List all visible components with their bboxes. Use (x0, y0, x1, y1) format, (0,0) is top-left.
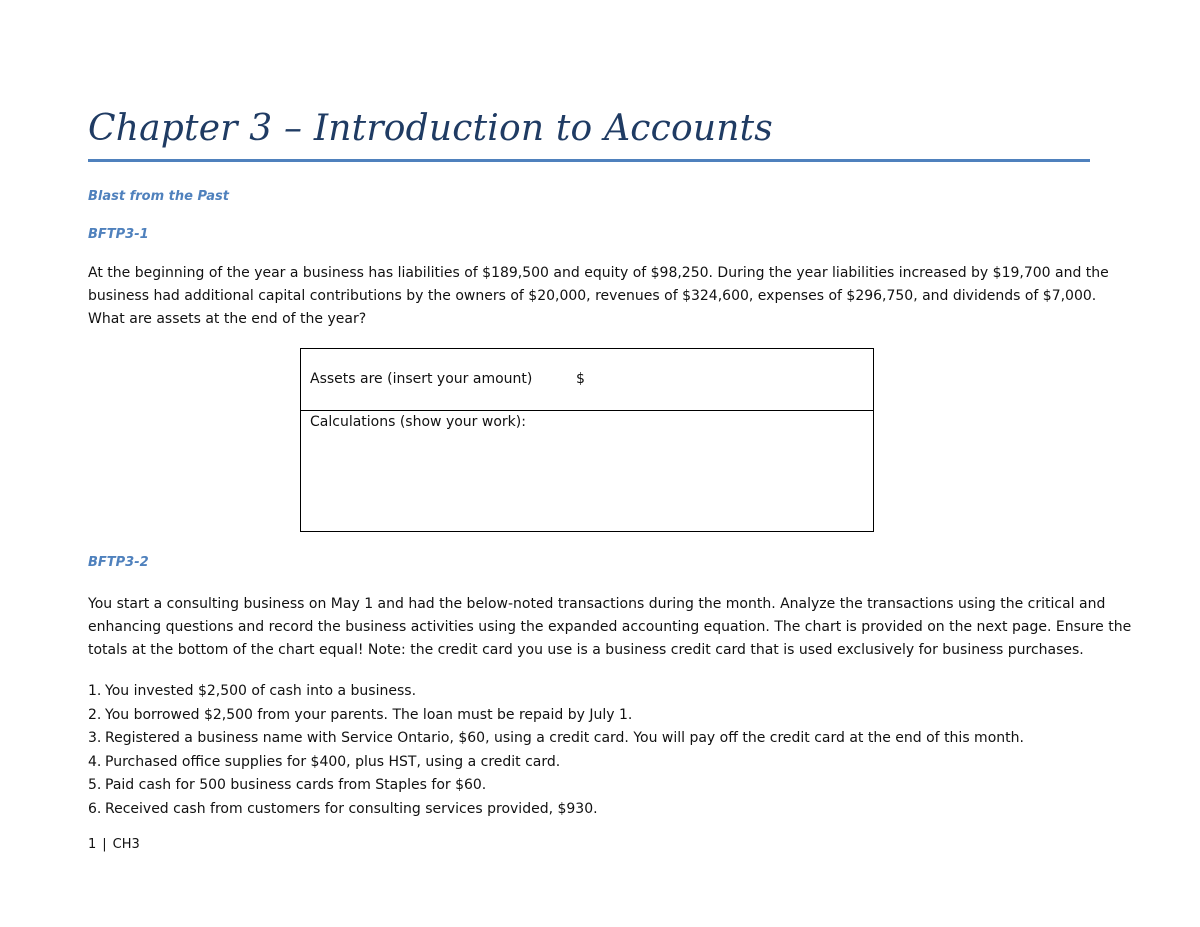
footer-separator: | (102, 837, 107, 852)
chapter-code: CH3 (112, 837, 140, 852)
list-item-text: Paid cash for 500 business cards from Staples for $60. (105, 777, 487, 794)
problem2-line: totals at the bottom of the chart equal! Note: the credit card you use is a business credit card that is used exclusively for business purchases. (88, 642, 1084, 658)
list-item-number: 6. (88, 800, 102, 817)
list-item (88, 727, 1024, 751)
list-item (88, 774, 1024, 798)
list-item (88, 798, 1024, 822)
problem1-text (88, 262, 1109, 331)
list-item (88, 704, 1024, 728)
assets-answer-label: Assets are (insert your amount) (310, 371, 533, 387)
problem2-line: You start a consulting business on May 1 and had the below-noted transactions during the month. Analyze the transactions using the critical and (88, 596, 1106, 612)
list-item (88, 751, 1024, 775)
page-footer (88, 837, 140, 852)
list-item-text: Received cash from customers for consulting services provided, $930. (105, 800, 598, 817)
list-item-text: You invested $2,500 of cash into a business. (105, 683, 417, 699)
list-item (88, 680, 1024, 704)
assets-answer-field[interactable]: $ (576, 371, 585, 387)
problem1-line: What are assets at the end of the year? (88, 311, 367, 327)
list-item-number: 4. (88, 753, 102, 770)
section-heading: Blast from the Past (88, 189, 229, 204)
answer-box (300, 348, 874, 532)
problem2-line: enhancing questions and record the business activities using the expanded accounting equation. The chart is provided on the next page. Ensure the (88, 619, 1132, 635)
page-number: 1 (88, 837, 97, 852)
list-item-number: 5. (88, 777, 102, 794)
list-item-number: 1. (88, 683, 102, 699)
list-item-number: 2. (88, 706, 102, 723)
problem2-id: BFTP3-2 (88, 555, 149, 570)
page-title: Chapter 3 – Introduction to Accounts (88, 108, 773, 149)
list-item-text: You borrowed $2,500 from your parents. The loan must be repaid by July 1. (105, 706, 633, 723)
transaction-list (88, 680, 1024, 822)
problem1-line: business had additional capital contributions by the owners of $20,000, revenues of $324,600, expenses of $296,750, and dividends of $7,000. (88, 288, 1097, 304)
list-item-text: Registered a business name with Service Ontario, $60, using a credit card. You will pay off the credit card at the end of this month. (105, 730, 1024, 747)
title-underline (88, 159, 1090, 162)
list-item-text: Purchased office supplies for $400, plus HST, using a credit card. (105, 753, 561, 770)
list-item-number: 3. (88, 730, 102, 747)
problem1-id: BFTP3-1 (88, 227, 149, 242)
problem2-text (88, 593, 1132, 662)
assets-answer-row[interactable] (301, 349, 873, 411)
calculations-label: Calculations (show your work): (310, 414, 526, 430)
problem1-line: At the beginning of the year a business has liabilities of $189,500 and equity of $98,250. During the year liabilities increased by $19,700 and the (88, 265, 1109, 281)
